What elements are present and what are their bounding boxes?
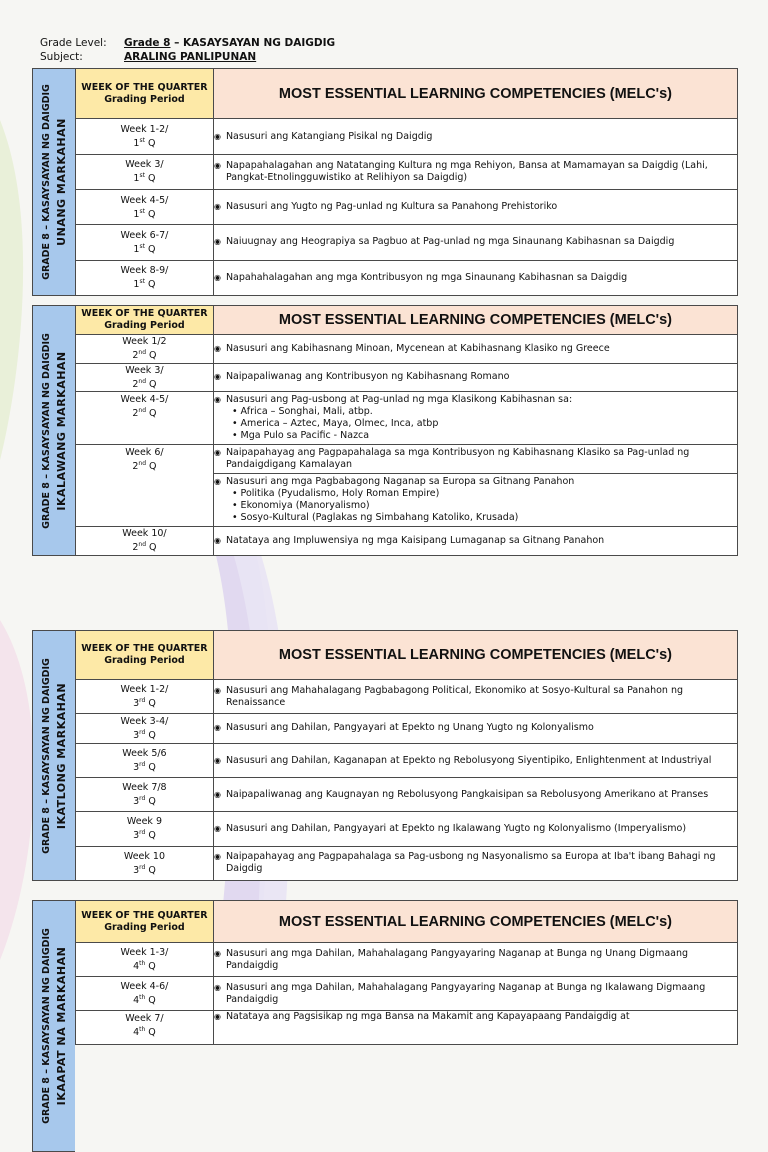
week-cell: Week 4-5/ 1st Q — [75, 190, 213, 225]
quarter-side-label — [32, 68, 75, 296]
week-cell: Week 1-3/ 4th Q — [75, 943, 213, 977]
week-header: WEEK OF THE QUARTER Grading Period — [75, 901, 213, 943]
competency-cell: ◉ Nasusuri ang Yugto ng Pag-unlad ng Kultura sa Panahong Prehistoriko — [213, 190, 737, 225]
bullet-icon: ◉ — [213, 1012, 221, 1021]
bullet-icon: ◉ — [213, 344, 221, 353]
bullet-icon: ◉ — [213, 755, 221, 765]
grade-level-value: Grade 8 — [124, 37, 171, 49]
competency-cell: ◉ Nasusuri ang Dahilan, Kaganapan at Epekto ng Rebolusyong Siyentipiko, Enlightenment at Industriyal — [213, 743, 737, 777]
competency-cell: ◉ Nasusuri ang mga Dahilan, Mahahalagang Pangyayaring Naganap at Bunga ng Ikalawang Digmaang Pandaigdig — [213, 977, 737, 1011]
sub-item: • Ekonomiya (Manoryalismo) — [231, 499, 370, 511]
competency-cell: ◉ Naipapahayag ang Pagpapahalaga sa mga Kontribusyon ng Kabihasnang Klasiko sa Pag-unlad ng Pandaigdigang Kamalayan — [213, 444, 737, 473]
competency-cell: ◉ Nasusuri ang Dahilan, Pangyayari at Epekto ng Ikalawang Yugto ng Kolonyalismo (Imperyalismo) — [213, 812, 737, 846]
bullet-icon: ◉ — [213, 723, 221, 733]
side-quarter-name: IKATLONG MARKAHAN — [54, 682, 68, 829]
competency-cell: ◉ Naipapahayag ang Pagpapahalaga sa Pag-usbong ng Nasyonalismo sa Europa at Iba't ibang Bahagi ng Daigdig — [213, 846, 737, 880]
competency-cell: ◉ Nasusuri ang Pag-usbong at Pag-unlad ng mga Klasikong Kabihasnan sa: • Africa – Songhai, Mali, atbp. • America – Aztec, Maya, Olmec, Inca, atbp • Mga Pulo sa Pacific - Nazca — [213, 392, 737, 445]
competency-cell: ◉ Natataya ang Pagsisikap ng mga Bansa na Makamit ang Kapayapaang Pandaigdig at — [213, 1011, 737, 1045]
competency-cell: ◉ Naiuugnay ang Heograpiya sa Pagbuo at Pag-unlad ng mga Sinaunang Kabihasnan sa Daigdig — [213, 225, 737, 260]
bullet-icon: ◉ — [213, 131, 221, 141]
week-header: WEEK OF THE QUARTER Grading Period — [75, 69, 213, 119]
week-cell: Week 1-2/ 1st Q — [75, 119, 213, 154]
week-cell: Week 4-6/ 4th Q — [75, 977, 213, 1011]
bullet-icon: ◉ — [213, 476, 221, 486]
side-grade-title: GRADE 8 – KASAYSAYAN NG DAIGDIG — [40, 657, 52, 854]
document-header — [40, 36, 335, 64]
sub-item: • Sosyo-Kultural (Paglakas ng Simbahang Katoliko, Krusada) — [231, 511, 519, 523]
sub-item: • Mga Pulo sa Pacific - Nazca — [231, 429, 370, 441]
competency-cell: ◉ Napahahalagahan ang mga Kontribusyon ng mga Sinaunang Kabihasnan sa Daigdig — [213, 260, 737, 295]
week-cell: Week 7/8 3rd Q — [75, 778, 213, 812]
bullet-icon: ◉ — [213, 160, 221, 170]
week-cell: Week 7/ 4th Q — [75, 1011, 213, 1045]
competency-cell: ◉ Nasusuri ang mga Dahilan, Mahahalagang Pangyayaring Naganap at Bunga ng Unang Digmaang Pandaigdig — [213, 943, 737, 977]
bullet-icon: ◉ — [213, 789, 221, 799]
bullet-icon: ◉ — [213, 202, 221, 212]
bullet-icon: ◉ — [213, 824, 221, 834]
bullet-icon: ◉ — [213, 394, 221, 404]
bullet-icon: ◉ — [213, 948, 221, 958]
week-cell: Week 6-7/ 1st Q — [75, 225, 213, 260]
competency-cell: ◉ Nasusuri ang Katangiang Pisikal ng Daigdig — [213, 119, 737, 154]
subject-value: ARALING PANLIPUNAN — [124, 51, 257, 63]
week-cell: Week 5/6 3rd Q — [75, 743, 213, 777]
bullet-icon: ◉ — [213, 237, 221, 247]
side-grade-title: GRADE 8 – KASAYSAYAN NG DAIGDIG — [40, 84, 52, 280]
bullet-icon: ◉ — [213, 535, 221, 545]
bullet-icon: ◉ — [213, 982, 221, 992]
quarter-1-table — [32, 68, 738, 296]
grade-level-suffix: – KASAYSAYAN NG DAIGDIG — [170, 37, 336, 49]
quarter-side-label — [32, 630, 75, 881]
side-quarter-name: UNANG MARKAHAN — [54, 118, 68, 246]
week-cell: Week 8-9/ 1st Q — [75, 260, 213, 295]
week-cell: Week 1-2/ 3rd Q — [75, 680, 213, 713]
side-grade-title: GRADE 8 – KASAYSAYAN NG DAIGDIG — [40, 928, 52, 1124]
competency-cell: ◉ Naipapaliwanag ang Kaugnayan ng Rebolusyong Pangkaisipan sa Rebolusyong Amerikano at Pranses — [213, 778, 737, 812]
week-cell: Week 1/2 2nd Q — [75, 335, 213, 363]
bullet-icon: ◉ — [213, 852, 221, 862]
sub-item: • America – Aztec, Maya, Olmec, Inca, atbp — [231, 417, 439, 429]
quarter-3-table — [32, 630, 738, 881]
quarter-side-label — [32, 305, 75, 556]
week-header: WEEK OF THE QUARTER Grading Period — [75, 306, 213, 335]
melc-table — [75, 630, 738, 881]
bullet-icon: ◉ — [213, 272, 221, 282]
melc-header: MOST ESSENTIAL LEARNING COMPETENCIES (MELC's) — [213, 306, 737, 335]
melc-table — [75, 900, 738, 1045]
melc-table — [75, 305, 738, 556]
bullet-icon: ◉ — [213, 685, 221, 695]
competency-cell: ◉ Nasusuri ang Dahilan, Pangyayari at Epekto ng Unang Yugto ng Kolonyalismo — [213, 713, 737, 743]
week-header: WEEK OF THE QUARTER Grading Period — [75, 631, 213, 680]
competency-cell: ◉ Nasusuri ang mga Pagbabagong Naganap sa Europa sa Gitnang Panahon • Politika (Pyudalismo, Holy Roman Empire) • Ekonomiya (Manoryalismo) • Sosyo-Kultural (Paglakas ng Simbahang Katoliko, Krusada) — [213, 473, 737, 526]
competency-cell: ◉ Natataya ang Impluwensiya ng mga Kaisipang Lumaganap sa Gitnang Panahon — [213, 526, 737, 555]
melc-header: MOST ESSENTIAL LEARNING COMPETENCIES (MELC's) — [213, 901, 737, 943]
competency-cell: ◉ Nasusuri ang Kabihasnang Minoan, Mycenean at Kabihasnang Klasiko ng Greece — [213, 335, 737, 363]
week-cell: Week 6/ 2nd Q — [75, 444, 213, 526]
week-cell: Week 9 3rd Q — [75, 812, 213, 846]
competency-cell: ◉ Naipapaliwanag ang Kontribusyon ng Kabihasnang Romano — [213, 363, 737, 391]
side-quarter-name: IKALAWANG MARKAHAN — [54, 350, 68, 511]
bullet-icon: ◉ — [213, 372, 221, 382]
side-grade-title: GRADE 8 – KASAYSAYAN NG DAIGDIG — [40, 332, 52, 529]
week-cell: Week 3-4/ 3rd Q — [75, 713, 213, 743]
sub-item: • Africa – Songhai, Mali, atbp. — [231, 405, 373, 417]
melc-header: MOST ESSENTIAL LEARNING COMPETENCIES (MELC's) — [213, 631, 737, 680]
week-cell: Week 10 3rd Q — [75, 846, 213, 880]
subject-label: Subject: — [40, 51, 83, 63]
side-quarter-name: IKAAPAT NA MARKAHAN — [54, 946, 68, 1106]
melc-header: MOST ESSENTIAL LEARNING COMPETENCIES (MELC's) — [213, 69, 737, 119]
week-cell: Week 3/ 2nd Q — [75, 363, 213, 391]
week-cell: Week 3/ 1st Q — [75, 154, 213, 189]
melc-table — [75, 68, 738, 296]
bullet-icon: ◉ — [213, 447, 221, 457]
quarter-side-label — [32, 900, 75, 1152]
quarter-4-table — [32, 900, 738, 1124]
week-cell: Week 4-5/ 2nd Q — [75, 392, 213, 445]
competency-cell: ◉ Napapahalagahan ang Natatanging Kultura ng mga Rehiyon, Bansa at Mamamayan sa Daigdig (Lahi, Pangkat-Etnolingguwistiko at Relihiyon sa Daigdig) — [213, 154, 737, 189]
week-cell: Week 10/ 2nd Q — [75, 526, 213, 555]
sub-item: • Politika (Pyudalismo, Holy Roman Empire) — [231, 487, 440, 499]
quarter-2-table — [32, 305, 738, 556]
grade-level-label: Grade Level: — [40, 37, 107, 49]
competency-cell: ◉ Nasusuri ang Mahahalagang Pagbabagong Political, Ekonomiko at Sosyo-Kultural sa Panahon ng Renaissance — [213, 680, 737, 713]
